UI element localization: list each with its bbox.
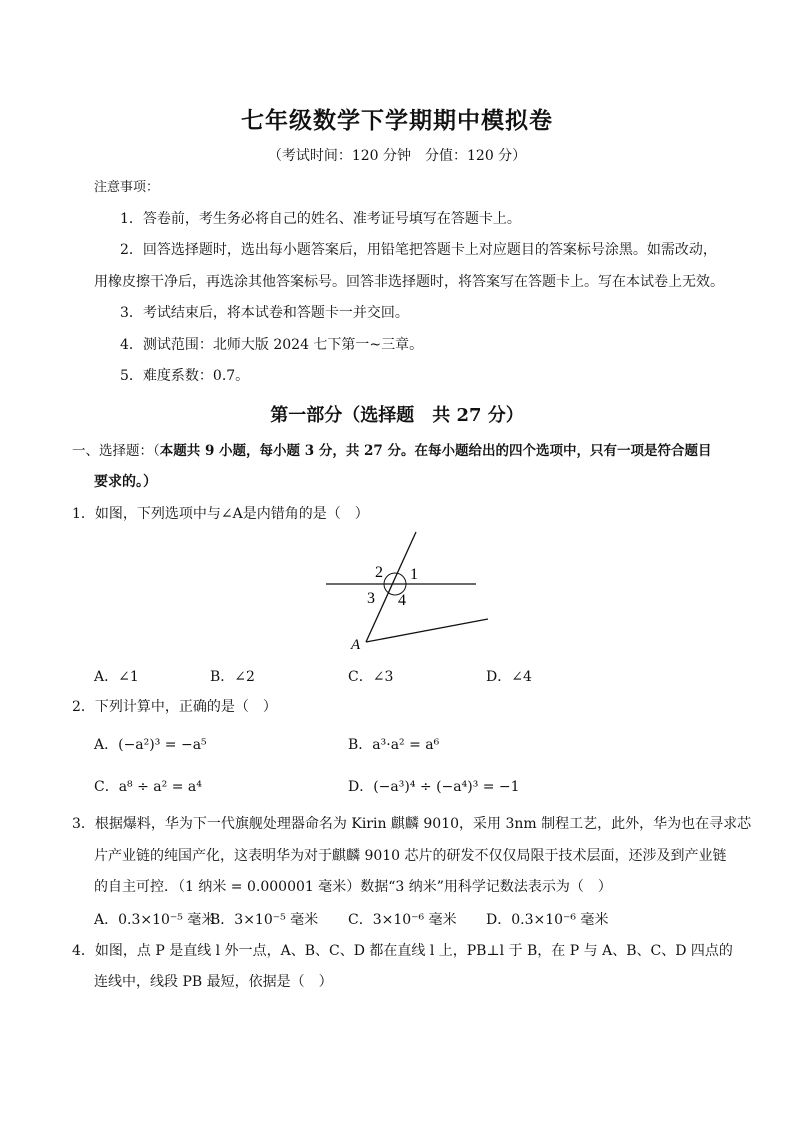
question-2-option-b[interactable]: B．a³·a² = a⁶ <box>348 737 440 753</box>
question-3-option-d[interactable]: D．0.3×10⁻⁶ 毫米 <box>486 912 609 928</box>
transversal-line <box>366 532 416 642</box>
note-item-3: 3．考试结束后，将本试卷和答题卡一并交回。 <box>120 305 409 321</box>
section-intro <box>72 441 712 461</box>
angle-label-3: 3 <box>367 590 375 607</box>
angle-label-2: 2 <box>375 564 383 581</box>
question-3-option-a[interactable]: A．0.3×10⁻⁵ 毫米 <box>94 912 216 928</box>
notes-heading: 注意事项： <box>94 180 160 195</box>
note-item-1: 1．答卷前，考生务必将自己的姓名、准考证号填写在答题卡上。 <box>120 211 521 227</box>
question-1-option-d[interactable]: D．∠4 <box>486 669 532 685</box>
question-2-option-a[interactable]: A．(−a²)³ = −a⁵ <box>94 737 207 753</box>
question-3-line-1: 3．根据爆料，华为下一代旗舰处理器命名为 Kirin 麒麟 9010，采用 3nm 制程工艺，此外，华为也在寻求芯 <box>72 816 752 832</box>
slanted-line <box>366 619 488 642</box>
section-intro-prefix: 一、选择题：（ <box>72 443 160 459</box>
question-1-option-c[interactable]: C．∠3 <box>348 669 394 685</box>
question-3-line-2: 片产业链的纯国产化，这表明华为对于麒麟 9010 芯片的研发不仅仅局限于技术层面，还涉及到产业链 <box>94 848 727 864</box>
question-1-option-a[interactable]: A．∠1 <box>94 669 139 685</box>
question-4-line-1: 4．如图，点 P 是直线 l 外一点，A、B、C、D 都在直线 l 上，PB⊥l 于 B，在 P 与 A、B、C、D 四点的 <box>72 943 733 959</box>
angle-label-1: 1 <box>410 566 418 583</box>
section-intro-line2: 要求的。） <box>94 474 157 490</box>
section-intro-rules: 本题共 9 小题，每小题 3 分，共 27 分。在每小题给出的四个选项中，只有一项是符合题目 <box>159 443 712 459</box>
exam-duration-score: （考试时间：120 分钟 分值：120 分） <box>267 148 527 164</box>
section-title: 第一部分（选择题 共 27 分） <box>270 405 524 426</box>
question-2-option-d[interactable]: D．(−a³)⁴ ÷ (−a⁴)³ = −1 <box>348 779 520 795</box>
question-2-stem: 2．下列计算中，正确的是（ ） <box>72 699 277 715</box>
question-1-stem: 1．如图，下列选项中与∠A是内错角的是（ ） <box>72 506 369 522</box>
point-label-a: A <box>351 637 361 653</box>
question-3-option-c[interactable]: C．3×10⁻⁶ 毫米 <box>348 912 457 928</box>
question-2-option-c[interactable]: C．a⁸ ÷ a² = a⁴ <box>94 779 202 795</box>
question-3-option-b[interactable]: B．3×10⁻⁵ 毫米 <box>210 912 319 928</box>
note-item-2: 2．回答选择题时，选出每小题答案后，用铅笔把答题卡上对应题目的答案标号涂黑。如需改动， <box>120 242 717 258</box>
page-title: 七年级数学下学期期中模拟卷 <box>241 107 553 134</box>
angle-label-4: 4 <box>398 592 406 609</box>
question-4-line-2: 连线中，线段 PB 最短，依据是（ ） <box>94 974 333 990</box>
question-3-line-3: 的自主可控．（1 纳米 = 0.000001 毫米）数据“3 纳米”用科学记数法表示为（ ） <box>94 879 612 895</box>
question-1-figure <box>318 530 498 655</box>
note-item-2-continued: 用橡皮擦干净后，再选涂其他答案标号。回答非选择题时，将答案写在答题卡上。写在本试卷上无效。 <box>94 274 724 290</box>
question-1-option-b[interactable]: B．∠2 <box>210 669 255 685</box>
note-item-5: 5．难度系数：0.7。 <box>120 368 250 384</box>
note-item-4: 4．测试范围：北师大版 2024 七下第一~三章。 <box>120 337 424 353</box>
